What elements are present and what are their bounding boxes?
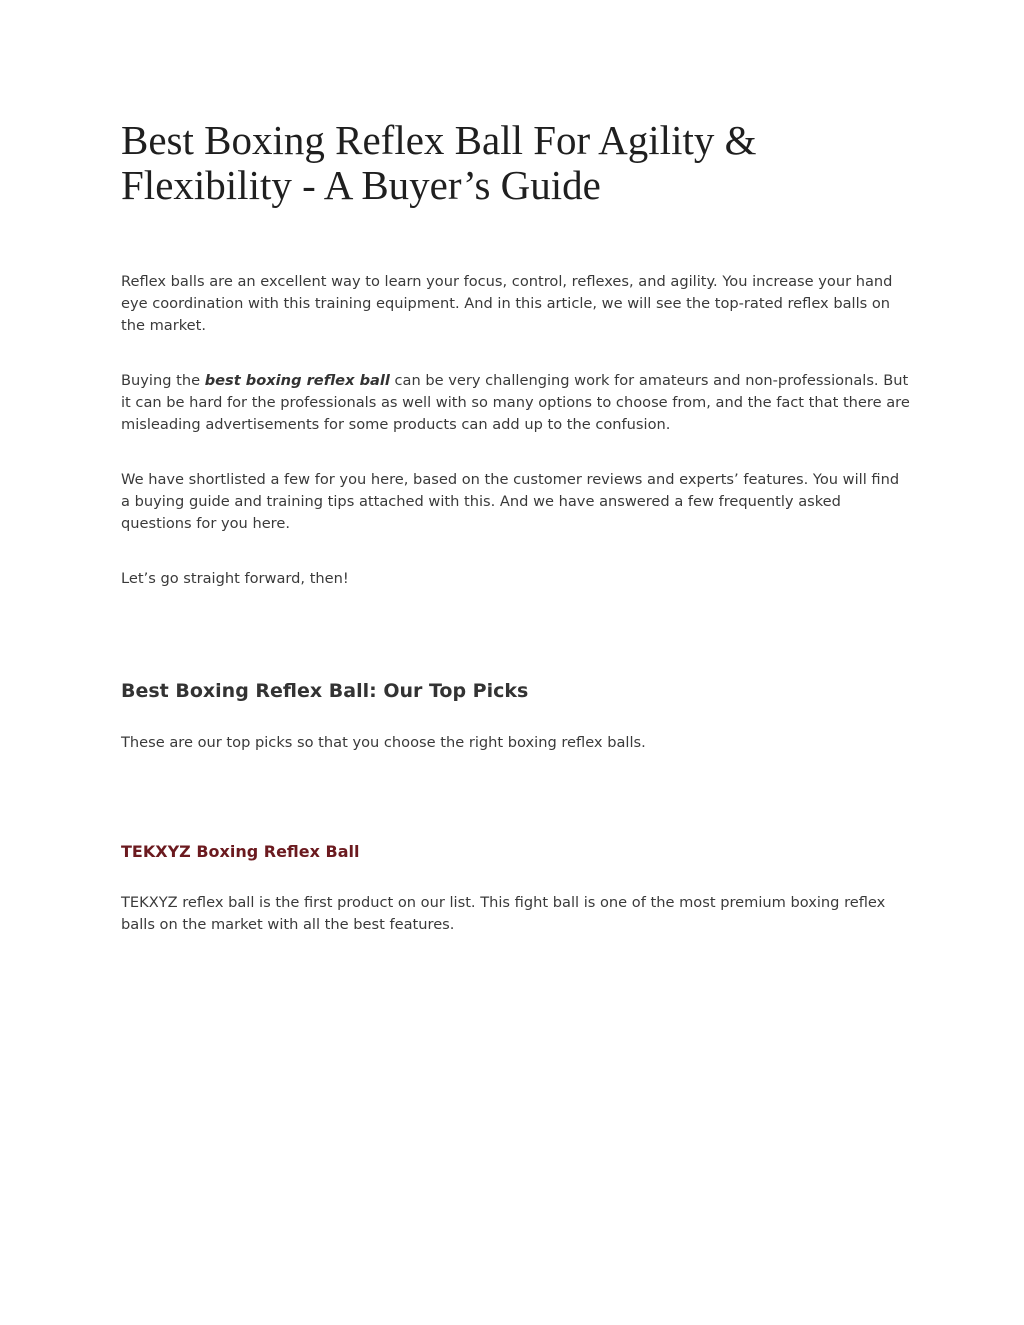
intro-paragraph-2 <box>121 370 911 436</box>
keyword-emphasis: best boxing reflex ball <box>204 372 390 389</box>
intro-2-lead: Buying the <box>121 372 205 389</box>
intro-paragraph-1: Reflex balls are an excellent way to learn your focus, control, reflexes, and agility. You increase your hand eye coordination with this training equipment. And in this article, we will see the top-rated reflex balls on the market. <box>121 273 893 334</box>
page-title: Best Boxing Reflex Ball For Agility & Flexibility - A Buyer’s Guide <box>121 117 757 208</box>
intro-2-rest: can be very challenging work for amateurs and non-professionals. But it can be hard for the professionals as well with so many options to choose from, and the fact that there are misleading advertisements for some products can add up to the confusion. <box>121 372 910 433</box>
top-picks-intro: These are our top picks so that you choose the right boxing reflex balls. <box>121 734 646 751</box>
product-heading: TEKXYZ Boxing Reflex Ball <box>121 842 360 861</box>
top-picks-heading: Best Boxing Reflex Ball: Our Top Picks <box>121 680 529 702</box>
product-description: TEKXYZ reflex ball is the first product on our list. This fight ball is one of the most premium boxing reflex balls on the market with all the best features. <box>121 894 886 933</box>
document-page <box>121 118 911 936</box>
intro-paragraph-4: Let’s go straight forward, then! <box>121 570 349 587</box>
intro-paragraph-3: We have shortlisted a few for you here, based on the customer reviews and experts’ features. You will find a buying guide and training tips attached with this. And we have answered a few frequently asked questions for you here. <box>121 471 900 532</box>
